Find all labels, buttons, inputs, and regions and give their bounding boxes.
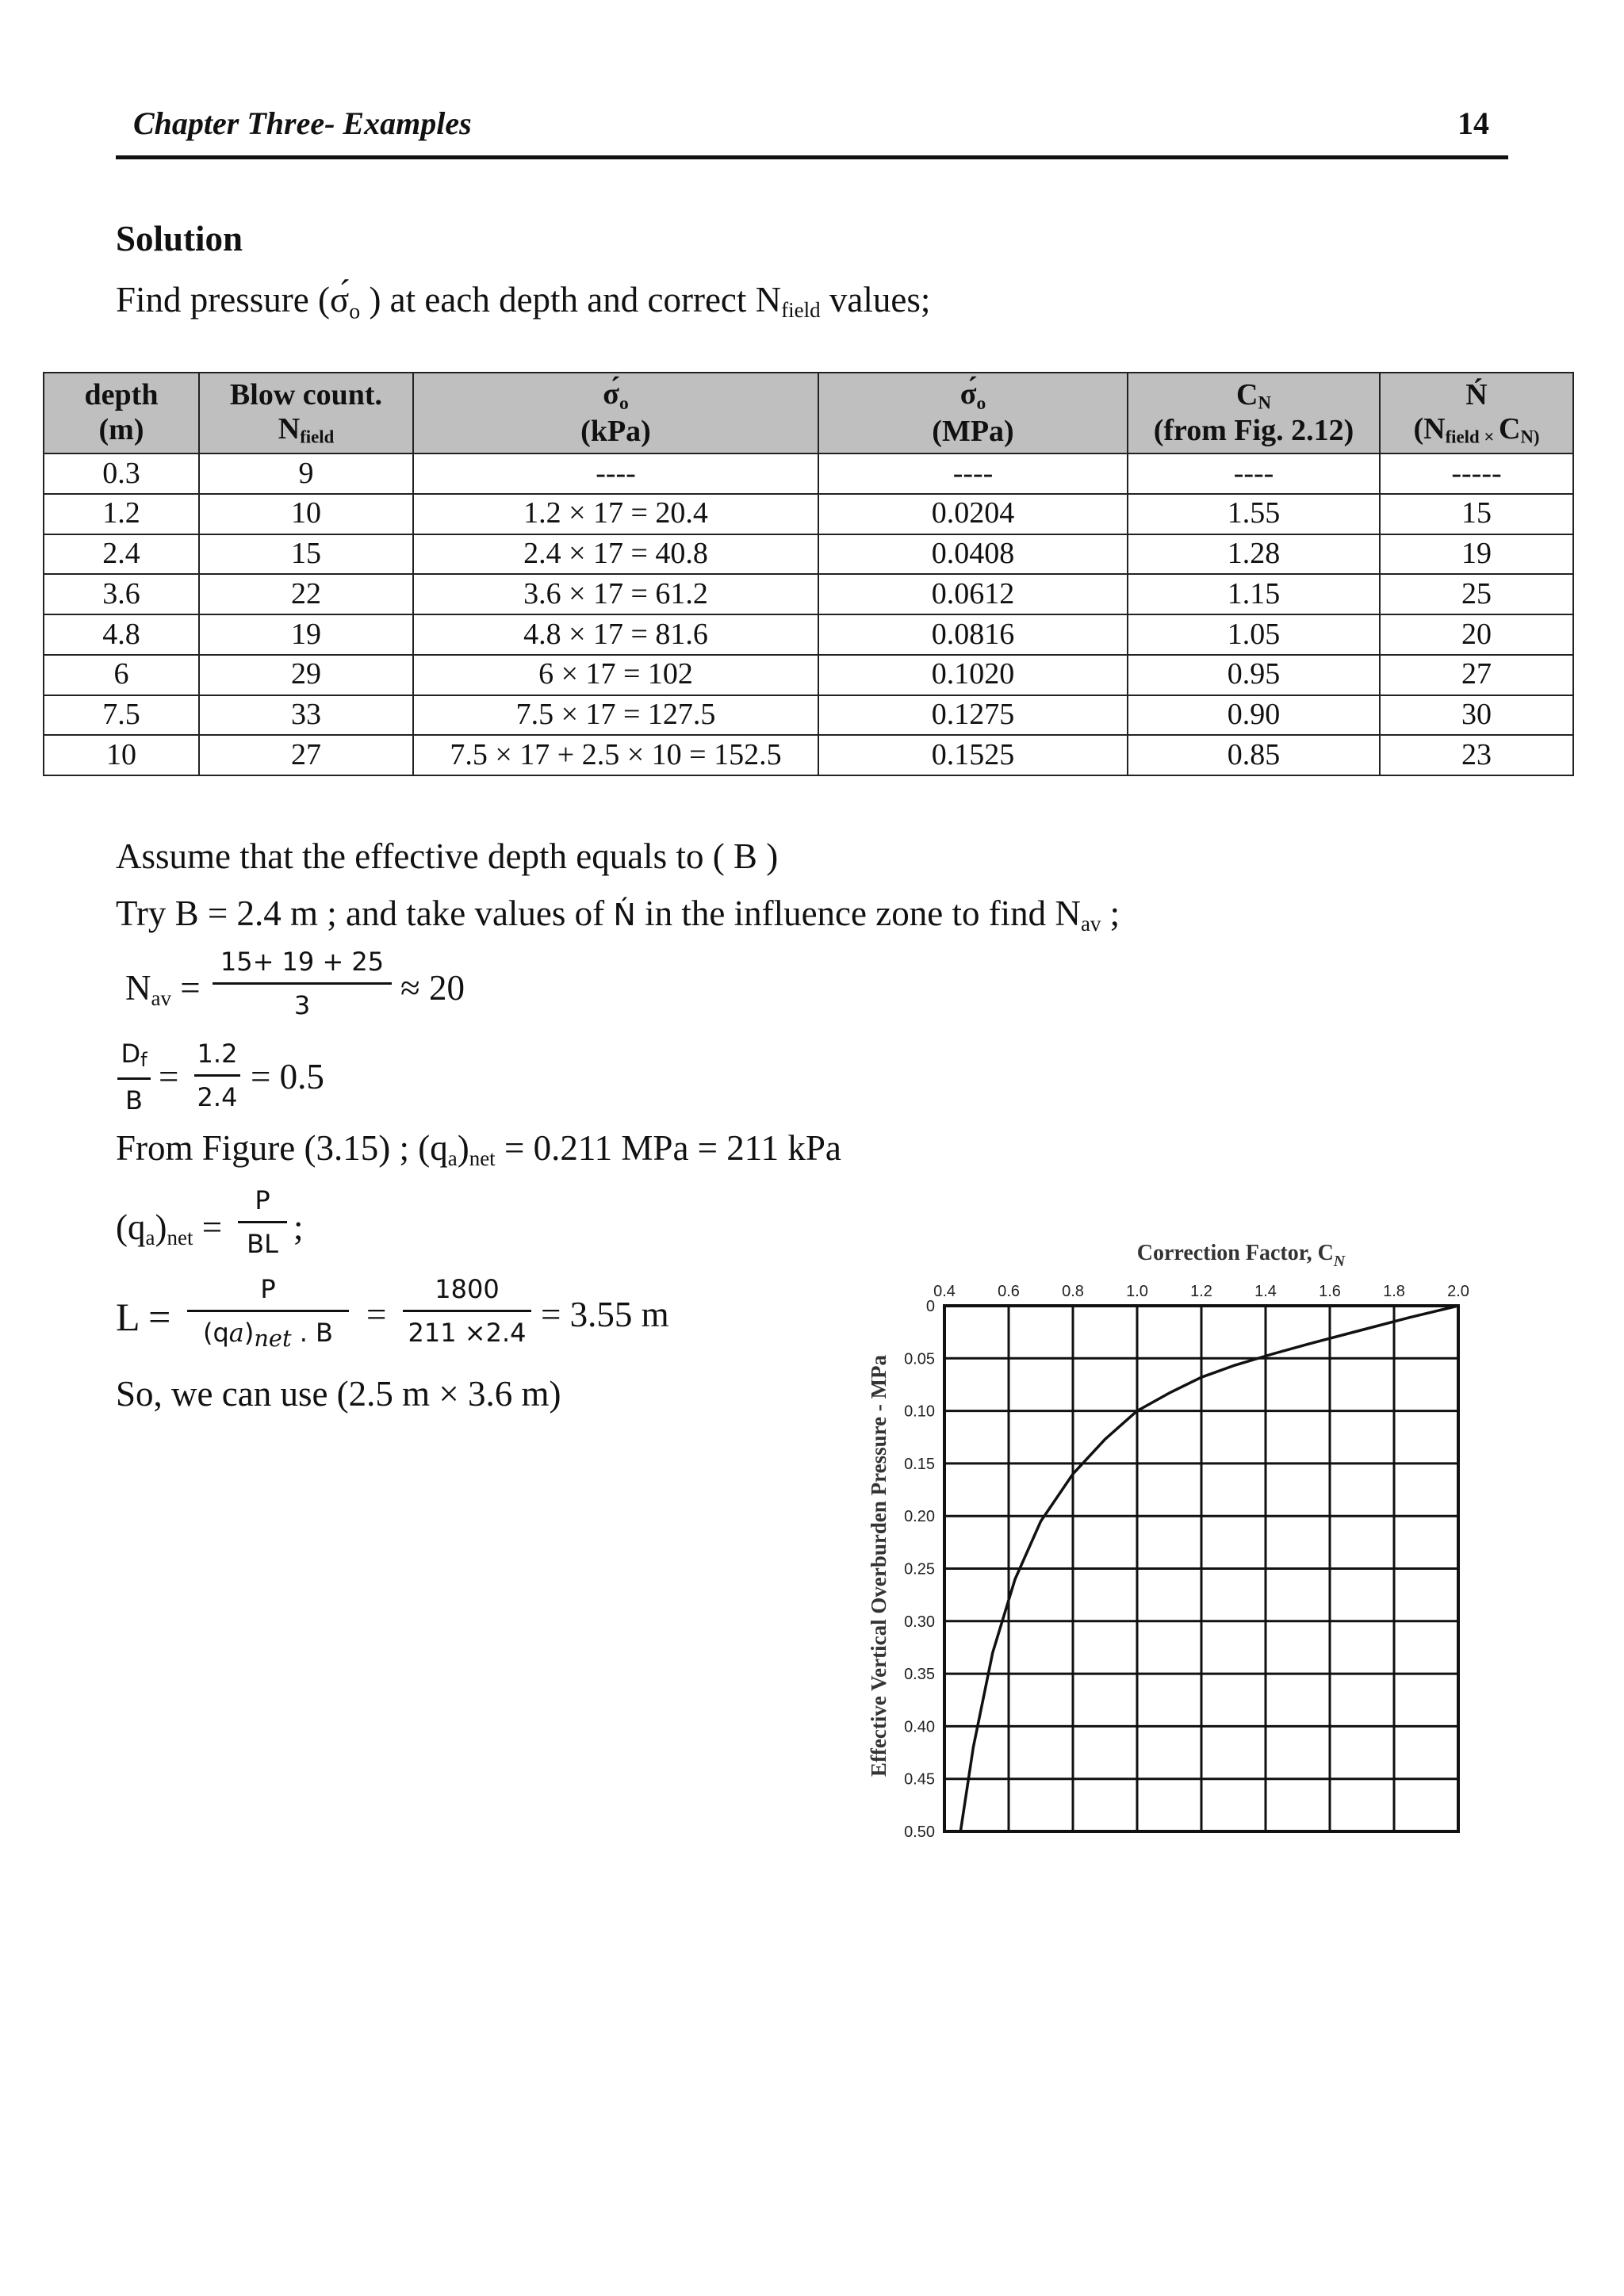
y-tick-label: 0.45 <box>904 1770 935 1789</box>
table-row: 4.8 19 4.8 × 17 = 81.6 0.0816 1.05 20 <box>44 614 1573 655</box>
table-row: 2.4 15 2.4 × 17 = 40.8 0.0408 1.28 19 <box>44 534 1573 575</box>
header-cn: $C_N$ (from Fig. 2.12) <box>1128 373 1380 453</box>
y-tick-label: 0.05 <box>904 1350 935 1368</box>
fraction-bar <box>187 1310 349 1312</box>
nav-fraction <box>213 949 392 1018</box>
y-tick-label: 0.50 <box>904 1823 935 1841</box>
ratio-numerator: 1.2 <box>197 1039 238 1069</box>
chart-y-axis-label: Effective Vertical Overburden Pressure - MPa <box>867 1354 891 1777</box>
nav-result: ≈ 20 <box>400 968 465 1008</box>
df-fraction: $D_f$ B <box>117 1041 151 1113</box>
y-tick-label: 0.25 <box>904 1560 935 1578</box>
x-tick-label: 1.2 <box>1190 1283 1212 1300</box>
x-tick-label: 1.4 <box>1254 1283 1277 1300</box>
solution-heading: Solution <box>116 219 243 258</box>
nav-numerator: 15+ 19 + 25 <box>220 947 385 977</box>
nav-lhs: $N_{av}$ = <box>125 968 201 1010</box>
fraction-bar <box>194 1074 240 1077</box>
l-numerator-1: P <box>260 1274 276 1304</box>
x-tick-labels <box>933 1283 1469 1300</box>
intro-sub: field <box>781 297 821 322</box>
l-lhs: L = <box>116 1295 171 1339</box>
conclusion-line: So, we can use (2.5 m × 3.6 m) <box>116 1374 561 1414</box>
header-sigma-mpa: $\sigmá_o$ (MPa) <box>818 373 1128 453</box>
x-tick-label: 0.6 <box>998 1283 1020 1300</box>
l-result: = 3.55 m <box>541 1295 669 1334</box>
y-tick-label: 0.35 <box>904 1666 935 1684</box>
header-blow-count: Blow count. $N_{field}$ <box>199 373 413 453</box>
l-numerator-2: 1800 <box>435 1274 500 1304</box>
table-row: 6 29 6 × 17 = 102 0.1020 0.95 27 <box>44 655 1573 695</box>
qa-lhs: $(q_a)_{net}$ = <box>116 1207 223 1249</box>
table-row: 1.2 10 1.2 × 17 = 20.4 0.0204 1.55 15 <box>44 494 1573 534</box>
header-n-corrected: Ń ($N_{field \times}$ $C_{N)}$ <box>1380 373 1573 453</box>
intro-line <box>116 279 930 324</box>
qa-fraction <box>238 1185 287 1259</box>
header-divider <box>116 155 1508 159</box>
x-tick-label: 0.8 <box>1062 1283 1084 1300</box>
chart-title: Correction Factor, $C_N$ <box>1136 1241 1346 1270</box>
l-fraction-2 <box>403 1274 531 1348</box>
table-row: 0.3 9 ---- ---- ---- ----- <box>44 453 1573 494</box>
table-header-row <box>44 373 1573 453</box>
intro-sigma: σ́ <box>329 280 350 320</box>
correction-factor-chart <box>860 1233 1503 1859</box>
header-sigma-kpa: $\sigmá_o$ (kPa) <box>413 373 818 453</box>
intro-part2: ) at each depth and correct N <box>360 280 782 320</box>
x-tick-label: 0.4 <box>933 1283 956 1300</box>
table-row: 3.6 22 3.6 × 17 = 61.2 0.0612 1.15 25 <box>44 574 1573 614</box>
l-denominator-2: 211 ×2.4 <box>408 1318 527 1348</box>
df-numerator: D <box>121 1039 141 1069</box>
chapter-title: Chapter Three- Examples <box>133 105 472 141</box>
x-tick-label: 1.8 <box>1383 1283 1405 1300</box>
y-tick-label: 0.10 <box>904 1402 935 1421</box>
y-tick-label: 0.15 <box>904 1455 935 1473</box>
y-tick-label: 0 <box>925 1298 935 1315</box>
x-tick-label: 1.0 <box>1126 1283 1148 1300</box>
page-number: 14 <box>1457 105 1489 141</box>
df-equals: = <box>159 1057 179 1096</box>
qa-denominator: BL <box>247 1229 278 1259</box>
y-tick-label: 0.30 <box>904 1613 935 1631</box>
fraction-bar <box>213 982 392 985</box>
ratio-denominator: 2.4 <box>197 1082 238 1112</box>
figure-line: From Figure (3.15) ; $(q_a)_{net} = 0.211$ MPa = 211 kPa <box>116 1128 841 1170</box>
intro-sigma-sub: o <box>349 299 361 324</box>
chart-grid <box>944 1306 1458 1831</box>
y-tick-labels <box>904 1298 935 1841</box>
df-result: = 0.5 <box>251 1057 324 1096</box>
table-row: 7.5 33 7.5 × 17 = 127.5 0.1275 0.90 30 <box>44 695 1573 736</box>
nav-denominator: 3 <box>293 990 311 1020</box>
ratio-fraction <box>194 1041 240 1110</box>
qa-suffix: ; <box>293 1207 304 1247</box>
try-line: Try B = 2.4 m ; and take values of Ń in the influence zone to find $N_{av}$ ; <box>116 894 1120 936</box>
fraction-bar <box>403 1310 531 1312</box>
spt-correction-table <box>43 372 1574 776</box>
qa-numerator: P <box>255 1185 270 1215</box>
y-tick-label: 0.40 <box>904 1718 935 1736</box>
n-corrected-symbol: Ń <box>613 897 636 932</box>
df-denominator: B <box>125 1085 143 1115</box>
fraction-bar <box>117 1077 151 1080</box>
assume-line: Assume that the effective depth equals to ( B ) <box>116 836 779 876</box>
x-tick-label: 2.0 <box>1447 1283 1469 1300</box>
l-fraction-1 <box>187 1276 349 1350</box>
header-depth: depth (m) <box>44 373 199 453</box>
x-tick-label: 1.6 <box>1319 1283 1341 1300</box>
y-tick-label: 0.20 <box>904 1508 935 1526</box>
intro-part3: values; <box>820 280 931 320</box>
table-row: 10 27 7.5 × 17 + 2.5 × 10 = 152.5 0.1525 0.85 23 <box>44 735 1573 775</box>
fraction-bar <box>238 1221 287 1223</box>
intro-part1: Find pressure ( <box>116 280 330 320</box>
l-denominator-1: $(qa)_{net}$ . B <box>203 1318 333 1352</box>
l-equals: = <box>366 1295 387 1334</box>
